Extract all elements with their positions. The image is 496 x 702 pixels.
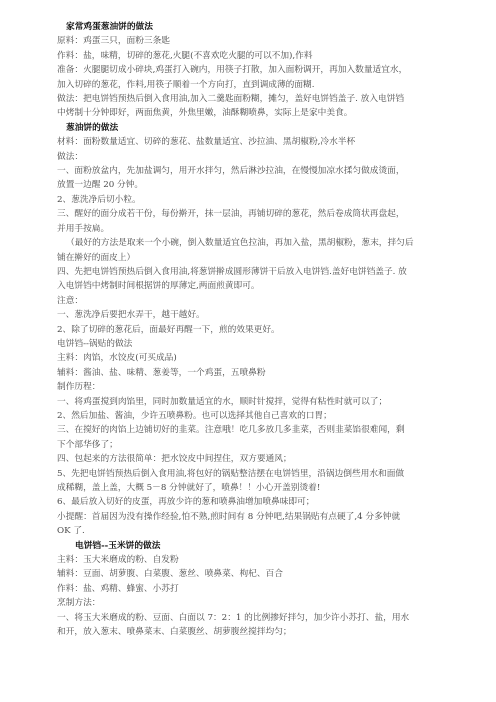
text-line: 烹制方法： [57, 598, 101, 609]
text-line: （最好的方法是取来一个小碗，倒入数量适宜色拉油，再加入盐，黑胡椒粉，葱末，拌匀后 [66, 238, 414, 249]
text-line: 注意： [57, 295, 84, 306]
text-line: 四、先把电饼铛预热后倒入食用油,将葱饼擀成圆形薄饼干后放入电饼铛.盖好电饼铛盖子. 放 [57, 266, 407, 277]
text-line: 四、包起来的方法很简单：把水饺皮中间捏住，双方要通风； [57, 454, 292, 465]
text-line: 原料：鸡蛋三只，面粉三条匙 [57, 36, 170, 47]
text-line: 准备：火腿腿切成小碎块,鸡蛋打入碗内，用筷子打散，加入面粉调开，再加入数量适宜水， [57, 65, 408, 76]
text-line: 成稀糊，盖上盖，大概 5－8 分钟就好了，喷鼻！！小心开盖别烫着! [57, 483, 321, 493]
text-line: 主料：玉大米磨成的粉、自发粉 [57, 555, 179, 566]
text-line: 材料：面粉数量适宜、切碎的葱花、盐数量适宜、沙拉油、黑胡椒粉,冷水半杯 [57, 137, 356, 148]
text-line: 放置一边醒 20 分钟。 [57, 180, 144, 191]
text-line: 一、面粉放盆内，先加盐调匀，用开水拌匀，然后淋沙拉油，在慢慢加凉水揉匀做成烫面， [57, 166, 405, 177]
text-line: 一、将玉大米磨成的粉、豆面、白面以 7：2：1 的比例掺好拌匀，加少许小苏打、盐，用水 [57, 612, 410, 623]
text-line: 制作历程： [57, 382, 101, 393]
text-line: 做法：把电饼铛预热后倒入食用油,加入二羹匙面粉糊，摊匀，盖好电饼铛盖子. 放入电饼铛 [57, 94, 405, 105]
text-line: 三、在搅好的肉馅上边铺切好的韭菜。注意哦！吃几多放几多韭菜，否则韭菜馅很难闻，剩 [57, 425, 405, 436]
text-line: 下个部华侈了； [57, 439, 118, 450]
text-line: 三、醒好的面分成若干份，每份擀开，抹一层油，再铺切碎的葱花，然后卷成筒状再盘起， [57, 209, 405, 220]
text-line: 2、除了切碎的葱花后，面最好再醒一下，煎的效果更好。 [57, 324, 280, 335]
text-line: 做法： [57, 151, 84, 162]
text-line: 铺在擀好的面皮上） [57, 252, 136, 263]
text-line: 主料：肉馅，水饺皮(可买成品) [57, 353, 177, 364]
section-heading: 家常鸡蛋葱油饼的做法 [66, 22, 153, 32]
text-line: 并用手按扁。 [57, 223, 110, 234]
text-line: 入电饼铛中烤制时间根据饼的厚薄定,两面煎黄即可。 [57, 281, 260, 292]
text-line: 6、最后放入切好的皮蛋，再放少许的葱和喷鼻油增加喷鼻味即可； [57, 497, 315, 508]
text-line: 2、然后加盐、酱油，少许五喷鼻粉。也可以选择其他自己喜欢的口胃； [57, 410, 332, 421]
text-line: 作料：盐，味精，切碎的葱花,火腿(不喜欢吃火腿的可以不加),作料 [57, 50, 313, 61]
text-line: 电饼铛--锅贴的做法 [57, 338, 133, 349]
text-line: 作料：盐、鸡精、蜂蜜、小苏打 [57, 583, 179, 594]
text-line: 和开，放入葱末、喷鼻菜末、白菜腹丝、胡萝腹丝搅拌均匀； [57, 627, 292, 638]
text-line: 小提醒：首届因为没有操作经验,怕不熟,煎时间有 8 分钟吧,结果锅贴有点硬了,4 分多钟就 [57, 511, 401, 522]
text-line: 一、葱洗净后要把水弄干，越干越好。 [57, 310, 205, 321]
text-line: 辅料：豆面、胡萝腹、白菜腹、葱丝、喷鼻菜、枸杞、百合 [57, 569, 283, 580]
text-line: 5、先把电饼铛预热后倒入食用油,将包好的锅贴整洁摆在电饼铛里，沿锅边倒些用水和面做 [57, 468, 405, 479]
text-line: 2、葱洗净后切小粒。 [57, 194, 141, 205]
text-line: 辅料：酱油、盐、味精、葱姜等，一个鸡蛋，五喷鼻粉 [57, 367, 266, 378]
section-heading: 葱油饼的做法 [66, 122, 119, 133]
text-line: OK 了. [57, 526, 85, 537]
section-heading: 电饼铛--玉米饼的做法 [75, 540, 161, 551]
text-line: 中烤制十分钟即好，两面焦黄，外焦里嫩，油酥糊喷鼻，实际上是家中美食。 [57, 108, 353, 119]
text-line: 加入切碎的葱花，作料,用筷子顺着一个方向打，直到调成薄的面糊. [57, 79, 315, 90]
text-line: 一、将鸡蛋搅到肉馅里，同时加数量适宜的水，顺时针搅拌，觉得有粘性时就可以了； [57, 396, 388, 407]
